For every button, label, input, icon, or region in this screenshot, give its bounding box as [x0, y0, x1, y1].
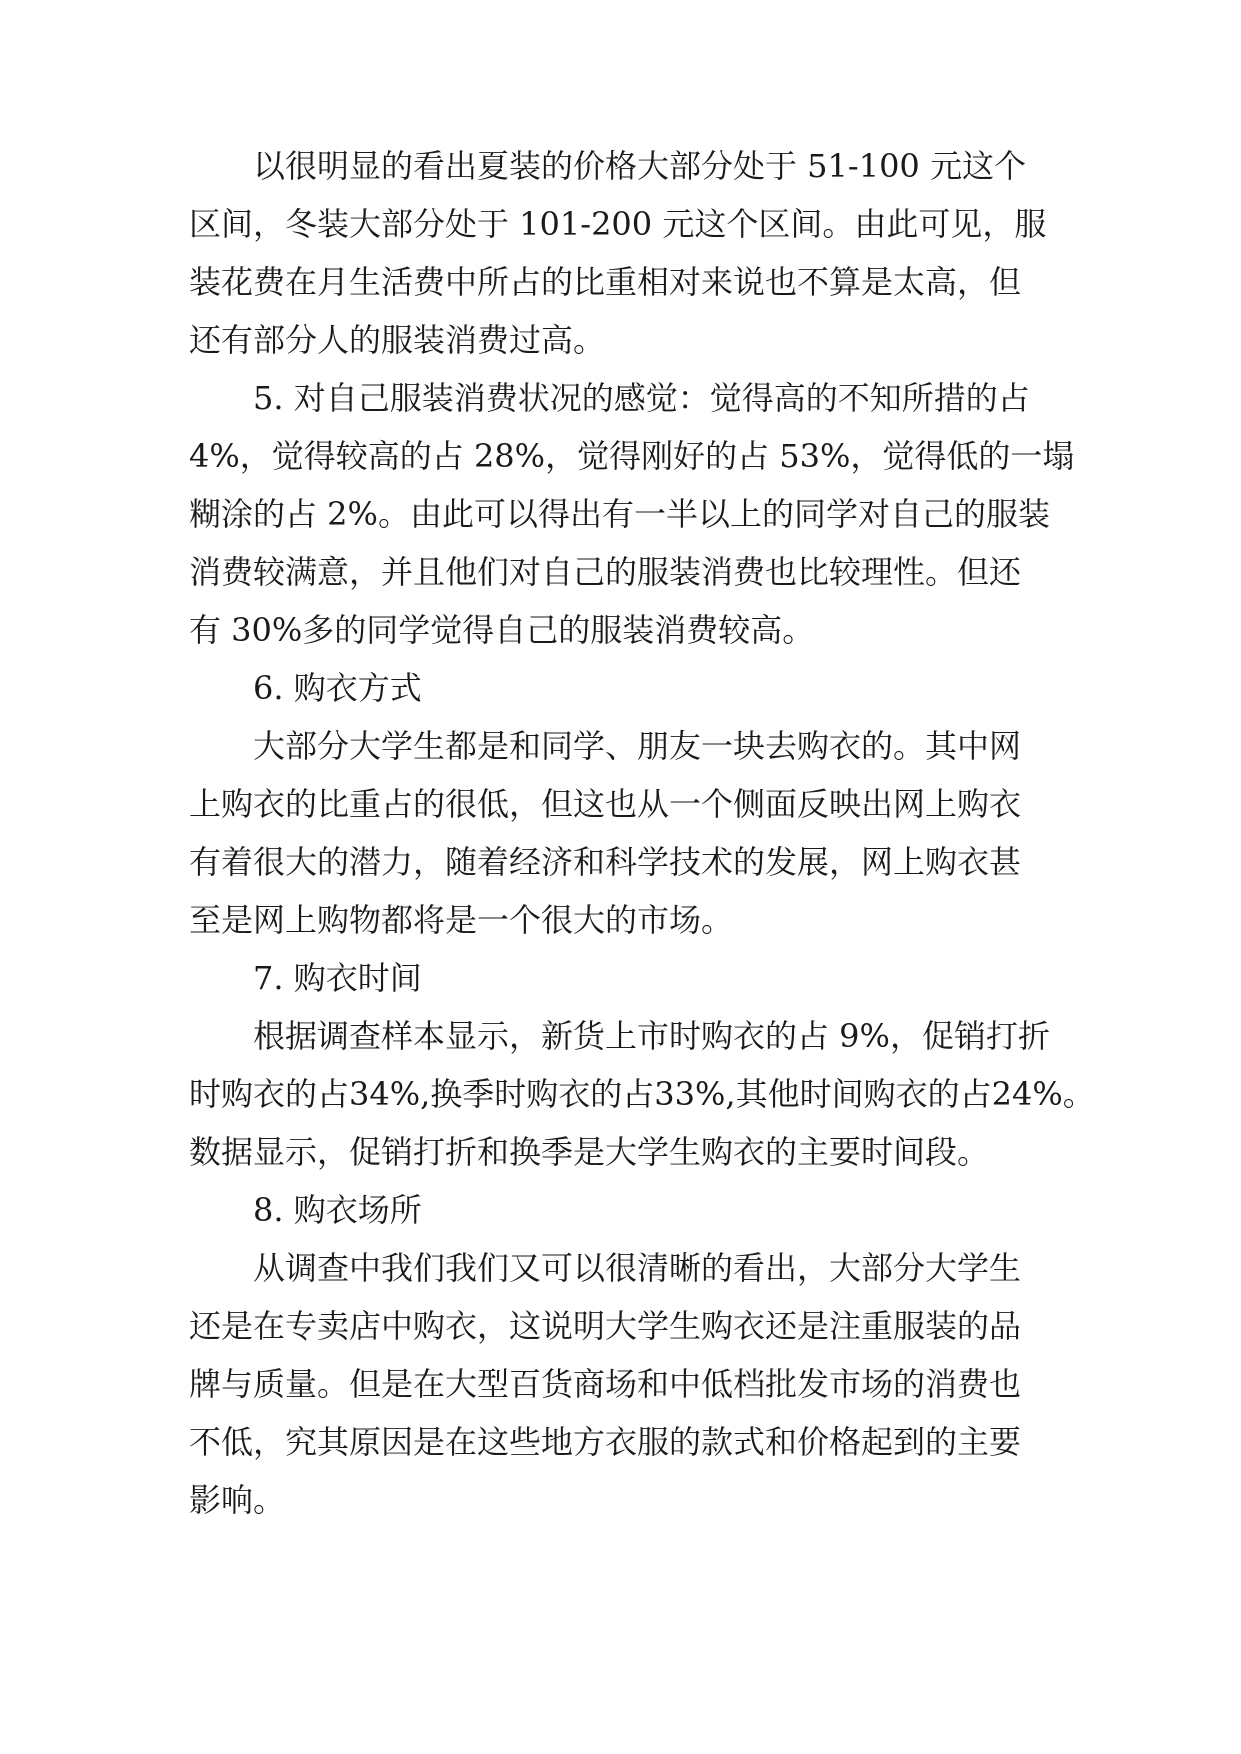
- text-line: 大部分大学生都是和同学、朋友一块去购衣的。其中网: [253, 727, 1022, 765]
- text-line: 不低，究其原因是在这些地方衣服的款式和价格起到的主要: [189, 1423, 1022, 1461]
- section-heading-8: 8. 购衣场所: [253, 1191, 422, 1229]
- text-line: 有着很大的潜力，随着经济和科学技术的发展，网上购衣甚: [189, 843, 1022, 881]
- section-heading-6: 6. 购衣方式: [253, 669, 422, 707]
- text-line: 数据显示，促销打折和换季是大学生购衣的主要时间段。: [189, 1133, 990, 1171]
- text-line: 消费较满意，并且他们对自己的服装消费也比较理性。但还: [189, 553, 1022, 591]
- text-line: 时购衣的占34%,换季时购衣的占33%,其他时间购衣的占24%。: [189, 1075, 1095, 1113]
- text-line: 区间，冬装大部分处于 101-200 元这个区间。由此可见，服: [189, 205, 1047, 243]
- text-line: 装花费在月生活费中所占的比重相对来说也不算是太高，但: [189, 263, 1022, 301]
- text-line: 4%，觉得较高的占 28%，觉得刚好的占 53%，觉得低的一塌: [189, 437, 1075, 475]
- section-heading-5: 5. 对自己服装消费状况的感觉：觉得高的不知所措的占: [253, 379, 1030, 417]
- text-line: 根据调查样本显示，新货上市时购衣的占 9%，促销打折: [253, 1017, 1050, 1055]
- text-line: 糊涂的占 2%。由此可以得出有一半以上的同学对自己的服装: [189, 495, 1050, 533]
- text-line: 牌与质量。但是在大型百货商场和中低档批发市场的消费也: [189, 1365, 1022, 1403]
- text-line: 影响。: [189, 1481, 286, 1519]
- text-line: 还有部分人的服装消费过高。: [189, 321, 606, 359]
- text-line: 有 30%多的同学觉得自己的服装消费较高。: [189, 611, 815, 649]
- text-line: 上购衣的比重占的很低，但这也从一个侧面反映出网上购衣: [189, 785, 1022, 823]
- text-line: 从调查中我们我们又可以很清晰的看出，大部分大学生: [253, 1249, 1022, 1287]
- text-line: 以很明显的看出夏装的价格大部分处于 51-100 元这个: [253, 147, 1026, 185]
- text-line: 至是网上购物都将是一个很大的市场。: [189, 901, 734, 939]
- text-line: 还是在专卖店中购衣，这说明大学生购衣还是注重服装的品: [189, 1307, 1022, 1345]
- section-heading-7: 7. 购衣时间: [253, 959, 422, 997]
